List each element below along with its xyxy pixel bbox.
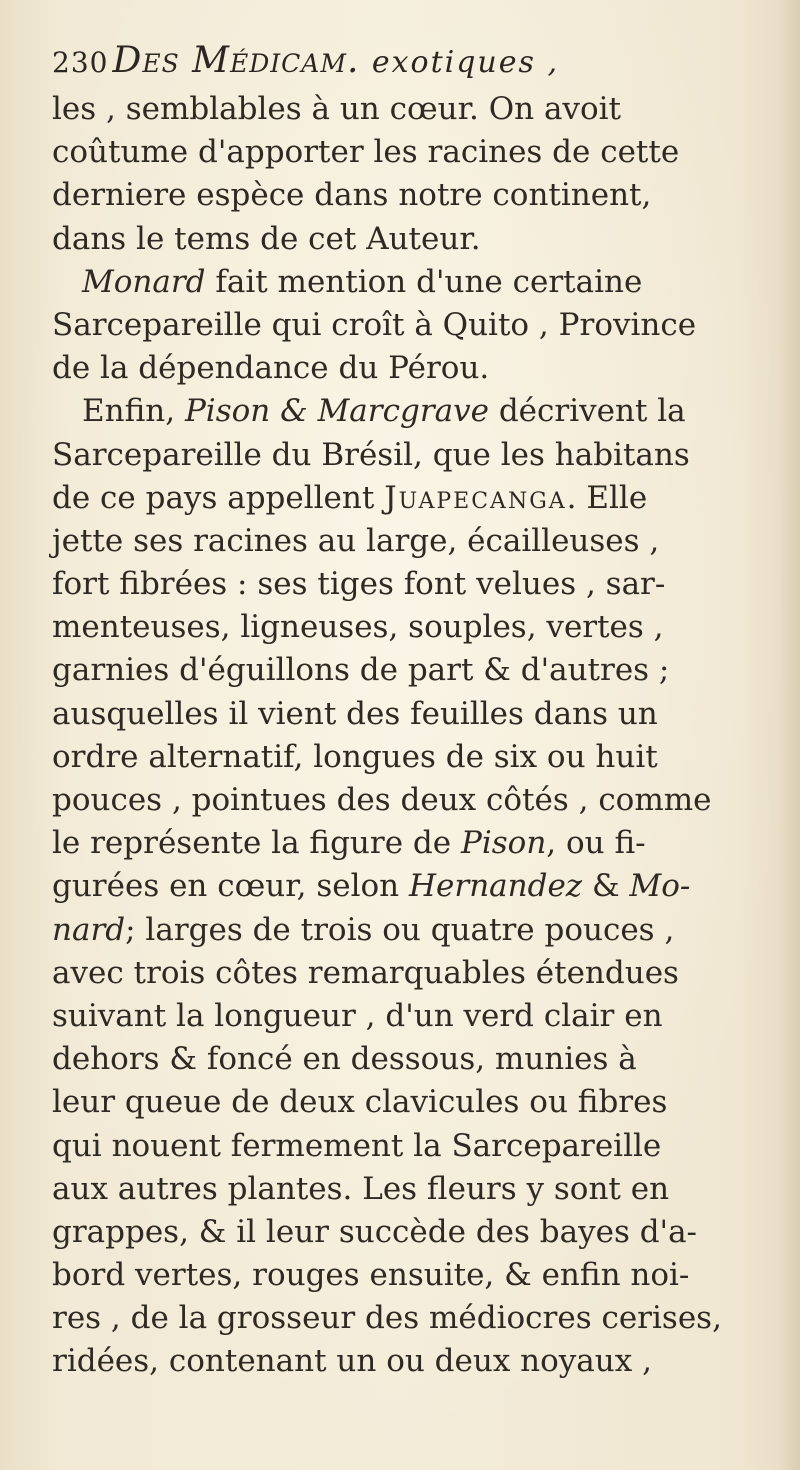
text-run: res , de la grosseur des médiocres cerises,: [52, 1300, 722, 1337]
text-line: [52, 218, 772, 261]
italic-name: Monard: [82, 263, 206, 300]
text-line: [52, 1254, 772, 1297]
text-run: bord vertes, rouges ensuite, & enfin noi-: [52, 1257, 690, 1294]
text-line: [52, 347, 772, 390]
text-line: [52, 304, 772, 347]
italic-name: Pison: [460, 825, 547, 862]
italic-name: Pison & Marcgrave: [184, 393, 489, 430]
text-run: coûtume d'apporter les racines de cette: [52, 134, 680, 171]
text-run: avec trois côtes remarquables étendues: [52, 954, 679, 991]
text-line: [52, 779, 772, 822]
text-run: le représente la figure de: [52, 825, 461, 862]
text-run: leur queue de deux clavicules ou fibres: [52, 1084, 668, 1121]
text-line: [52, 477, 772, 520]
running-head: [52, 40, 772, 81]
text-run: pouces , pointues des deux côtés , comme: [52, 782, 712, 818]
text-line: [52, 1297, 772, 1340]
text-run: menteuses, ligneuses, souples, vertes ,: [52, 609, 664, 646]
text-line: [52, 909, 772, 952]
text-line: [52, 649, 772, 692]
text-run: ausquelles il vient des feuilles dans un: [52, 695, 658, 732]
italic-name: Hernandez: [409, 868, 583, 905]
text-line: [52, 520, 772, 563]
text-run: gurées en cœur, selon: [52, 868, 409, 905]
text-line: [52, 1168, 772, 1211]
text-run: décrivent la: [488, 393, 686, 430]
text-run: Sarcepareille du Brésil, que les habitans: [52, 436, 690, 473]
text-run: jette ses racines au large, écailleuses ,: [52, 522, 660, 559]
text-run: dans le tems de cet Auteur.: [52, 220, 481, 257]
text-line: [52, 261, 772, 304]
text-line: [52, 606, 772, 649]
text-line: [52, 736, 772, 779]
text-run: Sarcepareille qui croît à Quito , Province: [52, 306, 697, 343]
text-line: [52, 822, 772, 865]
text-run: derniere espèce dans notre continent,: [52, 177, 652, 214]
text-line: [52, 1211, 772, 1254]
text-run: ; larges de trois ou quatre pouces ,: [125, 911, 675, 948]
text-run: garnies d'éguillons de part & d'autres ;: [52, 652, 670, 689]
text-line: [52, 1081, 772, 1124]
running-title: Des Médicam.: [112, 40, 360, 81]
text-line: [52, 1038, 772, 1081]
text-line: [52, 865, 772, 908]
body-text: [52, 88, 772, 1384]
text-run: les , semblables à un cœur. On avoit: [52, 91, 621, 127]
text-line: [52, 693, 772, 736]
text-run: de la dépendance du Pérou.: [52, 350, 490, 387]
text-line: [52, 174, 772, 217]
italic-name: Mo-: [629, 868, 691, 905]
text-run: dehors & foncé en dessous, munies à: [52, 1041, 637, 1078]
page-edge-shadow: [778, 0, 800, 1470]
text-line: [52, 563, 772, 606]
italic-name: nard: [52, 911, 126, 948]
text-line: [52, 131, 772, 174]
text-run: Enfin,: [82, 393, 185, 430]
text-run: &: [582, 868, 630, 905]
text-run: ridées, contenant un ou deux noyaux ,: [52, 1343, 652, 1380]
text-line: [52, 952, 772, 995]
running-title-continued: exotiques ,: [371, 45, 559, 80]
text-run: fort fibrées : ses tiges font velues , sar-: [52, 566, 666, 603]
text-run: qui nouent fermement la Sarcepareille: [52, 1127, 662, 1164]
text-run: fait mention d'une certaine: [205, 263, 643, 300]
small-caps-word: Juapecanga: [384, 479, 567, 516]
text-run: , ou fi-: [546, 825, 646, 862]
text-line: [52, 390, 772, 433]
page-number: 230: [52, 46, 109, 79]
text-line: [52, 88, 772, 131]
text-run: aux autres plantes. Les fleurs y sont en: [52, 1170, 670, 1207]
text-line: [52, 1340, 772, 1383]
text-run: grappes, & il leur succède des bayes d'a-: [52, 1213, 698, 1250]
text-run: de ce pays appellent: [52, 479, 385, 516]
text-line: [52, 995, 772, 1038]
text-run: . Elle: [566, 479, 648, 516]
text-run: suivant la longueur , d'un verd clair en: [52, 997, 663, 1034]
text-run: ordre alternatif, longues de six ou huit: [52, 738, 658, 775]
text-line: [52, 434, 772, 477]
text-line: [52, 1125, 772, 1168]
